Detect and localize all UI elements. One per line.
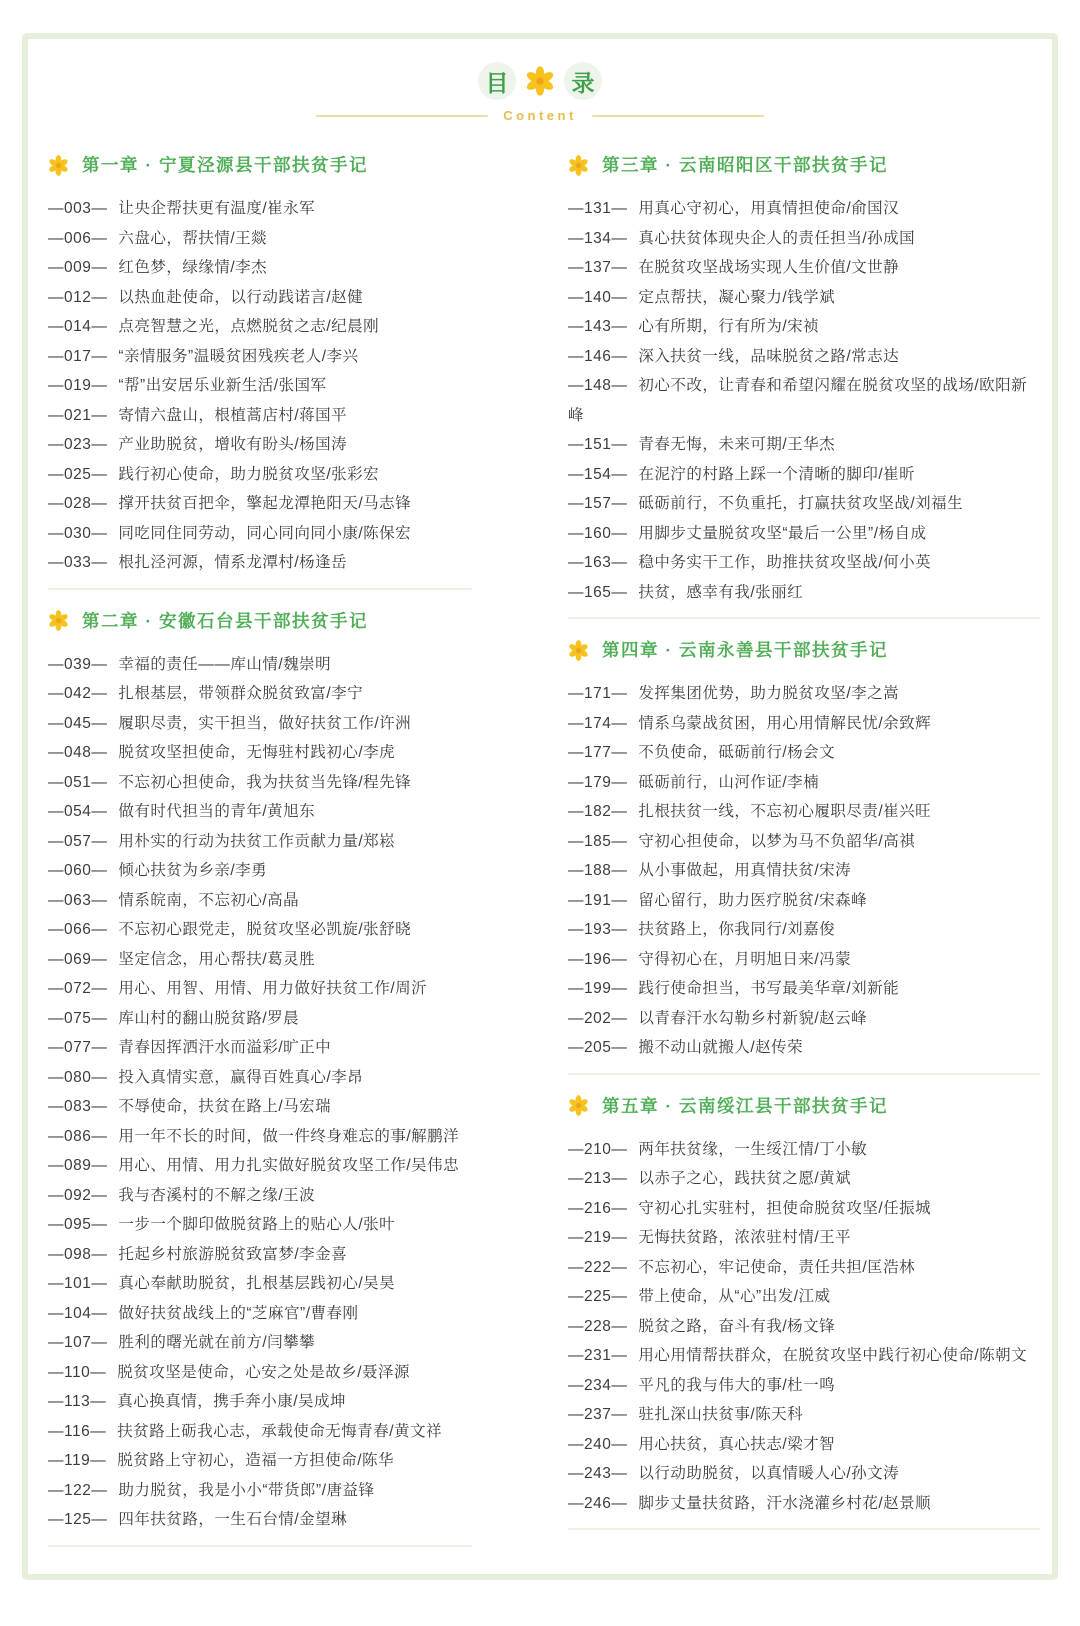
- toc-entry: [568, 312, 1040, 342]
- chapter-section: [568, 152, 1040, 619]
- entry-page-number: —193—: [568, 921, 628, 938]
- entry-title: 定点帮扶，凝心聚力/钱学斌: [638, 288, 836, 306]
- toc-entry: [568, 1135, 1040, 1165]
- toc-entry: [48, 827, 472, 857]
- entry-title: 脱贫之路，奋斗有我/杨文锋: [638, 1317, 836, 1335]
- entry-page-number: —185—: [568, 832, 628, 850]
- entry-page-number: —048—: [48, 744, 108, 761]
- entry-title: 用心用情帮扶群众，在脱贫攻坚中践行初心使命/陈朝文: [638, 1347, 1028, 1364]
- toc-entry: [48, 1417, 472, 1447]
- entry-title: 撑开扶贫百把伞，擎起龙潭艳阳天/马志锋: [118, 495, 412, 512]
- toc-entry: [568, 283, 1040, 313]
- entry-title: 点亮智慧之光，点燃脱贫之志/纪晨刚: [118, 318, 380, 335]
- entry-title: 幸福的责任——库山情/魏崇明: [118, 655, 332, 673]
- entry-title: 发挥集团优势，助力脱贫攻坚/李之嵩: [638, 685, 900, 702]
- toc-entry: [568, 519, 1040, 549]
- toc-entry: [48, 1151, 472, 1181]
- toc-entry: [568, 1371, 1040, 1401]
- toc-entry: [48, 738, 472, 768]
- subtitle-line-right: [592, 115, 764, 117]
- entry-page-number: —066—: [48, 921, 108, 938]
- toc-entry: [568, 1004, 1040, 1034]
- toc-entry: [48, 224, 472, 254]
- entry-page-number: —116—: [48, 1422, 107, 1440]
- entry-page-number: —202—: [568, 1009, 628, 1027]
- entry-title: 带上使命，从“心”出发/江威: [638, 1288, 831, 1305]
- toc-entry: [48, 797, 472, 827]
- entry-title: 六盘心，帮扶情/王燚: [118, 229, 268, 247]
- toc-entry: [568, 489, 1040, 519]
- page-subtitle: Content: [503, 108, 577, 123]
- toc-entry: [568, 371, 1040, 430]
- toc-entry: [568, 194, 1040, 224]
- entry-page-number: —030—: [48, 524, 108, 542]
- toc-entry: [48, 1446, 472, 1476]
- toc-entry: [48, 856, 472, 886]
- entry-page-number: —188—: [568, 862, 628, 879]
- entry-title: 根扎泾河源，情系龙潭村/杨逢岳: [118, 554, 348, 571]
- entry-title: 脱贫路上守初心，造福一方担使命/陈华: [117, 1452, 395, 1469]
- entry-title: 脱贫攻坚是使命，心安之处是故乡/聂泽源: [117, 1363, 411, 1381]
- entry-title: 用心扶贫，真心扶志/梁才智: [638, 1435, 836, 1453]
- entry-page-number: —019—: [48, 377, 108, 394]
- toc-entry: [48, 1240, 472, 1270]
- entry-page-number: —182—: [568, 803, 628, 820]
- entry-page-number: —146—: [568, 347, 628, 365]
- entry-title: 让央企帮扶更有温度/崔永军: [118, 200, 316, 217]
- entry-title: 无悔扶贫路，浓浓驻村情/王平: [638, 1229, 852, 1246]
- entry-title: 青春无悔，未来可期/王华杰: [638, 436, 836, 453]
- entry-page-number: —191—: [568, 891, 628, 909]
- entry-title: 库山村的翻山脱贫路/罗晨: [118, 1009, 300, 1027]
- entry-page-number: —086—: [48, 1127, 108, 1145]
- toc-entry: [568, 1033, 1040, 1063]
- entry-page-number: —131—: [568, 200, 628, 217]
- chapter-section: [48, 152, 472, 590]
- entry-title: 不负使命，砥砺前行/杨会文: [638, 744, 836, 761]
- entry-page-number: —039—: [48, 655, 108, 673]
- toc-entry: [568, 945, 1040, 975]
- toc-entry: [48, 519, 472, 549]
- toc-entry: [568, 679, 1040, 709]
- entry-title: 扶贫路上，你我同行/刘嘉俊: [638, 921, 836, 938]
- section-divider: [568, 1073, 1040, 1075]
- chapter-title-text: 第二章 · 安徽石台县干部扶贫手记: [82, 610, 369, 631]
- flower-icon: [48, 155, 69, 176]
- entry-page-number: —006—: [48, 229, 108, 247]
- entry-page-number: —122—: [48, 1481, 108, 1499]
- toc-entry: [48, 1210, 472, 1240]
- entry-page-number: —080—: [48, 1068, 108, 1086]
- entry-title: 初心不改，让青春和希望闪耀在脱贫攻坚的战场/欧阳新峰: [568, 377, 1028, 424]
- toc-entry: [568, 768, 1040, 798]
- entry-title: 从小事做起，用真情扶贫/宋涛: [638, 862, 852, 879]
- toc-entry: [568, 1164, 1040, 1194]
- chapter-title-text: 第三章 · 云南昭阳区干部扶贫手记: [602, 155, 889, 175]
- entry-title: 不忘初心跟党走，脱贫攻坚必凯旋/张舒晓: [118, 921, 412, 938]
- toc-entry: [48, 915, 472, 945]
- toc-entry: [568, 1223, 1040, 1253]
- entry-title: 寄情六盘山，根植蒿店村/蒋国平: [118, 406, 348, 424]
- entry-page-number: —219—: [568, 1229, 628, 1246]
- toc-entry: [568, 1253, 1040, 1283]
- toc-entry: [48, 1358, 472, 1388]
- entry-title: 一步一个脚印做脱贫路上的贴心人/张叶: [118, 1216, 396, 1233]
- toc-entry: [568, 253, 1040, 283]
- toc-entry: [568, 342, 1040, 372]
- entry-title: 用心、用智、用情、用力做好扶贫工作/周沂: [118, 980, 428, 997]
- toc-entry: [568, 827, 1040, 857]
- entry-page-number: —009—: [48, 259, 108, 276]
- entry-page-number: —174—: [568, 714, 628, 732]
- entry-page-number: —095—: [48, 1216, 108, 1233]
- entry-page-number: —025—: [48, 465, 108, 483]
- toc-column: [568, 152, 1040, 1547]
- entry-page-number: —228—: [568, 1317, 628, 1335]
- toc-entry: [568, 1282, 1040, 1312]
- entry-page-number: —054—: [48, 803, 108, 820]
- entry-page-number: —012—: [48, 288, 108, 306]
- toc-entry: [568, 886, 1040, 916]
- toc-entry: [48, 1387, 472, 1417]
- page-header: [0, 62, 1080, 123]
- entry-title: 投入真情实意，赢得百姓真心/李昂: [118, 1068, 364, 1086]
- entry-title: 做好扶贫战线上的“芝麻官”/曹春刚: [118, 1304, 359, 1322]
- entry-page-number: —113—: [48, 1393, 107, 1410]
- entry-title: 扎根扶贫一线，不忘初心履职尽责/崔兴旺: [638, 803, 932, 820]
- toc-entry: [48, 1092, 472, 1122]
- page-subtitle-row: [316, 108, 764, 123]
- entry-page-number: —023—: [48, 436, 108, 453]
- toc-entry: [48, 650, 472, 680]
- toc-entry: [48, 945, 472, 975]
- entry-title: 践行初心使命，助力脱贫攻坚/张彩宏: [118, 465, 380, 483]
- section-divider: [48, 1545, 472, 1547]
- entry-title: 用一年不长的时间，做一件终身难忘的事/解鹏洋: [118, 1127, 460, 1145]
- entry-page-number: —151—: [568, 436, 628, 453]
- entry-title: 用真心守初心，用真情担使命/俞国汉: [638, 200, 900, 217]
- toc-entry: [568, 224, 1040, 254]
- entry-page-number: —163—: [568, 554, 628, 571]
- entry-title: 坚定信念，用心帮扶/葛灵胜: [118, 950, 316, 968]
- entry-page-number: —160—: [568, 524, 628, 542]
- toc-entry: [568, 1400, 1040, 1430]
- entry-title: 用脚步丈量脱贫攻坚“最后一公里”/杨自成: [638, 524, 927, 542]
- entry-page-number: —210—: [568, 1140, 628, 1158]
- toc-entry: [48, 1063, 472, 1093]
- entry-page-number: —134—: [568, 229, 628, 247]
- entry-title: 四年扶贫路，一生石台情/金望琳: [118, 1511, 348, 1528]
- entry-title: 稳中务实干工作，助推扶贫攻坚战/何小英: [638, 554, 932, 571]
- toc-entry: [568, 1489, 1040, 1519]
- entry-page-number: —110—: [48, 1363, 107, 1381]
- toc-entry: [48, 1476, 472, 1506]
- entry-page-number: —051—: [48, 773, 108, 791]
- entry-title: 同吃同住同劳动，同心同向同小康/陈保宏: [118, 524, 412, 542]
- chapter-title-text: 第五章 · 云南绥江县干部扶贫手记: [602, 1095, 889, 1116]
- toc-entry: [48, 460, 472, 490]
- entry-title: 以青春汗水勾勒乡村新貌/赵云峰: [638, 1009, 868, 1027]
- entry-title: 脱贫攻坚担使命，无悔驻村践初心/李虎: [118, 744, 396, 761]
- entry-title: 不辱使命，扶贫在路上/马宏瑞: [118, 1098, 332, 1115]
- entry-title: 履职尽责，实干担当，做好扶贫工作/许洲: [118, 714, 412, 732]
- toc-entry: [48, 283, 472, 313]
- entry-title: 我与杏溪村的不解之缘/王波: [118, 1186, 316, 1204]
- flower-icon: [48, 610, 69, 631]
- entry-title: 情系皖南，不忘初心/高晶: [118, 891, 300, 909]
- toc-entry: [568, 548, 1040, 578]
- entry-title: 守得初心在，月明旭日来/冯蒙: [638, 950, 852, 968]
- entry-title: 青春因挥洒汗水而溢彩/旷正中: [118, 1039, 332, 1056]
- flower-icon: [568, 640, 589, 661]
- entry-page-number: —069—: [48, 950, 108, 968]
- entry-page-number: —125—: [48, 1511, 108, 1528]
- toc-entry: [48, 974, 472, 1004]
- chapter-section: [568, 637, 1040, 1075]
- entry-page-number: —063—: [48, 891, 108, 909]
- entry-title: 守初心担使命，以梦为马不负韶华/高祺: [638, 832, 916, 850]
- chapter-section: [48, 608, 472, 1547]
- entry-title: 砥砺前行，不负重托，打赢扶贫攻坚战/刘福生: [638, 495, 964, 512]
- entry-title: 扎根基层，带领群众脱贫致富/李宁: [118, 685, 364, 702]
- toc-entry: [568, 578, 1040, 608]
- entry-title: 驻扎深山扶贫事/陈天科: [638, 1406, 804, 1423]
- entry-page-number: —216—: [568, 1199, 628, 1217]
- toc-entry: [568, 1459, 1040, 1489]
- entry-title: 扶贫路上砺我心志，承载使命无悔青春/黄文祥: [117, 1422, 443, 1440]
- entry-page-number: —140—: [568, 288, 628, 306]
- entry-title: 托起乡村旅游脱贫致富梦/李金喜: [118, 1245, 348, 1263]
- toc-entry: [48, 1122, 472, 1152]
- entry-title: 用朴实的行动为扶贫工作贡献力量/郑崧: [118, 832, 396, 850]
- entry-page-number: —021—: [48, 406, 108, 424]
- entry-title: 情系乌蒙战贫困，用心用情解民忧/余致辉: [638, 714, 932, 732]
- toc-entry: [48, 1033, 472, 1063]
- toc-entry: [568, 797, 1040, 827]
- toc-entry: [568, 915, 1040, 945]
- toc-entry: [48, 1328, 472, 1358]
- entry-page-number: —075—: [48, 1009, 108, 1027]
- entry-page-number: —083—: [48, 1098, 108, 1115]
- entry-page-number: —205—: [568, 1039, 628, 1056]
- entry-page-number: —154—: [568, 465, 628, 483]
- flower-icon: [568, 1095, 589, 1116]
- entry-title: 深入扶贫一线，品味脱贫之路/常志达: [638, 347, 900, 365]
- entry-page-number: —231—: [568, 1347, 628, 1364]
- entry-title: 搬不动山就搬人/赵传荣: [638, 1039, 804, 1056]
- entry-title: 真心奉献助脱贫，扎根基层践初心/吴昊: [118, 1275, 396, 1292]
- toc-entry: [48, 430, 472, 460]
- section-divider: [568, 1528, 1040, 1530]
- toc-entry: [568, 856, 1040, 886]
- entry-page-number: —057—: [48, 832, 108, 850]
- entry-title: 胜利的曙光就在前方/闫攀攀: [118, 1334, 316, 1351]
- toc-entry: [568, 1194, 1040, 1224]
- entry-title: 以赤子之心，践扶贫之愿/黄斌: [638, 1170, 852, 1187]
- entry-title: “亲情服务”温暖贫困残疾老人/李兴: [118, 347, 359, 365]
- page-title: [478, 62, 602, 100]
- entry-title: 真心扶贫体现央企人的责任担当/孙成国: [638, 229, 916, 247]
- entry-title: 不忘初心，牢记使命，责任共担/匡浩林: [638, 1258, 916, 1276]
- entry-page-number: —222—: [568, 1258, 628, 1276]
- entry-title: 砥砺前行，山河作证/李楠: [638, 773, 820, 791]
- toc-entry: [568, 974, 1040, 1004]
- toc-entry: [48, 401, 472, 431]
- toc-column: [48, 152, 472, 1547]
- toc-entry: [48, 709, 472, 739]
- toc-entry: [48, 489, 472, 519]
- toc-columns: [48, 152, 1040, 1547]
- entry-page-number: —092—: [48, 1186, 108, 1204]
- entry-title: 产业助脱贫，增收有盼头/杨国涛: [118, 436, 348, 453]
- entry-page-number: —089—: [48, 1157, 108, 1174]
- entry-page-number: —179—: [568, 773, 628, 791]
- entry-page-number: —045—: [48, 714, 108, 732]
- entry-page-number: —042—: [48, 685, 108, 702]
- entry-page-number: —148—: [568, 377, 628, 394]
- entry-title: 做有时代担当的青年/黄旭东: [118, 803, 316, 820]
- entry-page-number: —213—: [568, 1170, 628, 1187]
- entry-title: 在脱贫攻坚战场实现人生价值/文世静: [638, 259, 900, 276]
- toc-entry: [48, 1299, 472, 1329]
- entry-title: 以行动助脱贫，以真情暖人心/孙文涛: [638, 1465, 900, 1482]
- toc-entry: [48, 312, 472, 342]
- entry-page-number: —060—: [48, 862, 108, 879]
- toc-entry: [568, 738, 1040, 768]
- flower-icon: [568, 155, 589, 176]
- toc-entry: [48, 194, 472, 224]
- entry-page-number: —033—: [48, 554, 108, 571]
- entry-title: 践行使命担当，书写最美华章/刘新能: [638, 980, 900, 997]
- chapter-header: [568, 152, 1040, 178]
- toc-entry: [568, 1312, 1040, 1342]
- entry-page-number: —196—: [568, 950, 628, 968]
- title-char-left: 目: [478, 62, 516, 100]
- toc-entry: [48, 1004, 472, 1034]
- title-char-right: 录: [564, 62, 602, 100]
- entry-page-number: —003—: [48, 200, 108, 217]
- toc-entry: [48, 342, 472, 372]
- entry-title: 扶贫，感幸有我/张丽红: [638, 583, 804, 601]
- toc-entry: [48, 371, 472, 401]
- entry-page-number: —165—: [568, 583, 628, 601]
- entry-title: 脚步丈量扶贫路，汗水浇灌乡村花/赵景顺: [638, 1494, 932, 1512]
- entry-title: 用心、用情、用力扎实做好脱贫攻坚工作/吴伟忠: [118, 1157, 460, 1174]
- entry-page-number: —028—: [48, 495, 108, 512]
- entry-page-number: —072—: [48, 980, 108, 997]
- flower-icon: [525, 66, 555, 96]
- chapter-header: [568, 637, 1040, 663]
- entry-page-number: —077—: [48, 1039, 108, 1056]
- entry-title: 红色梦，绿缘情/李杰: [118, 259, 268, 276]
- entry-title: 以热血赴使命，以行动践诺言/赵健: [118, 288, 364, 306]
- entry-title: 心有所期，行有所为/宋祯: [638, 318, 820, 335]
- toc-entry: [568, 1430, 1040, 1460]
- toc-entry: [568, 709, 1040, 739]
- entry-title: 留心留行，助力医疗脱贫/宋森峰: [638, 891, 868, 909]
- toc-entry: [568, 1341, 1040, 1371]
- chapter-header: [48, 608, 472, 634]
- entry-title: 助力脱贫，我是小小“带货郎”/唐益锋: [118, 1481, 375, 1499]
- entry-page-number: —225—: [568, 1288, 628, 1305]
- chapter-section: [568, 1093, 1040, 1531]
- toc-entry: [48, 1181, 472, 1211]
- entry-page-number: —101—: [48, 1275, 108, 1292]
- entry-page-number: —240—: [568, 1435, 628, 1453]
- entry-page-number: —014—: [48, 318, 108, 335]
- entry-title: 在泥泞的村路上踩一个清晰的脚印/崔昕: [638, 465, 916, 483]
- chapter-header: [48, 152, 472, 178]
- toc-entry: [48, 1505, 472, 1535]
- chapter-header: [568, 1093, 1040, 1119]
- entry-page-number: —104—: [48, 1304, 108, 1322]
- entry-title: 平凡的我与伟大的事/杜一鸣: [638, 1376, 836, 1394]
- entry-page-number: —119—: [48, 1452, 107, 1469]
- toc-entry: [568, 430, 1040, 460]
- section-divider: [48, 588, 472, 590]
- toc-entry: [48, 886, 472, 916]
- entry-page-number: —143—: [568, 318, 628, 335]
- toc-entry: [48, 768, 472, 798]
- entry-page-number: —177—: [568, 744, 628, 761]
- toc-entry: [48, 679, 472, 709]
- entry-page-number: —137—: [568, 259, 628, 276]
- chapter-title-text: 第四章 · 云南永善县干部扶贫手记: [602, 640, 889, 660]
- toc-entry: [48, 548, 472, 578]
- entry-page-number: —157—: [568, 495, 628, 512]
- toc-entry: [48, 253, 472, 283]
- entry-title: 两年扶贫缘，一生绥江情/丁小敏: [638, 1140, 868, 1158]
- entry-title: 不忘初心担使命，我为扶贫当先锋/程先锋: [118, 773, 412, 791]
- entry-page-number: —246—: [568, 1494, 628, 1512]
- entry-page-number: —098—: [48, 1245, 108, 1263]
- entry-title: 倾心扶贫为乡亲/李勇: [118, 862, 268, 879]
- entry-page-number: —017—: [48, 347, 108, 365]
- entry-title: 守初心扎实驻村，担使命脱贫攻坚/任振城: [638, 1199, 932, 1217]
- entry-title: “帮”出安居乐业新生活/张国军: [118, 377, 327, 394]
- toc-entry: [568, 460, 1040, 490]
- entry-page-number: —199—: [568, 980, 628, 997]
- entry-page-number: —243—: [568, 1465, 628, 1482]
- chapter-title-text: 第一章 · 宁夏泾源县干部扶贫手记: [82, 155, 369, 175]
- toc-entry: [48, 1269, 472, 1299]
- entry-page-number: —171—: [568, 685, 628, 702]
- subtitle-line-left: [316, 115, 488, 117]
- entry-title: 真心换真情，携手奔小康/吴成坤: [117, 1393, 347, 1410]
- section-divider: [568, 617, 1040, 619]
- entry-page-number: —107—: [48, 1334, 108, 1351]
- entry-page-number: —237—: [568, 1406, 628, 1423]
- entry-page-number: —234—: [568, 1376, 628, 1394]
